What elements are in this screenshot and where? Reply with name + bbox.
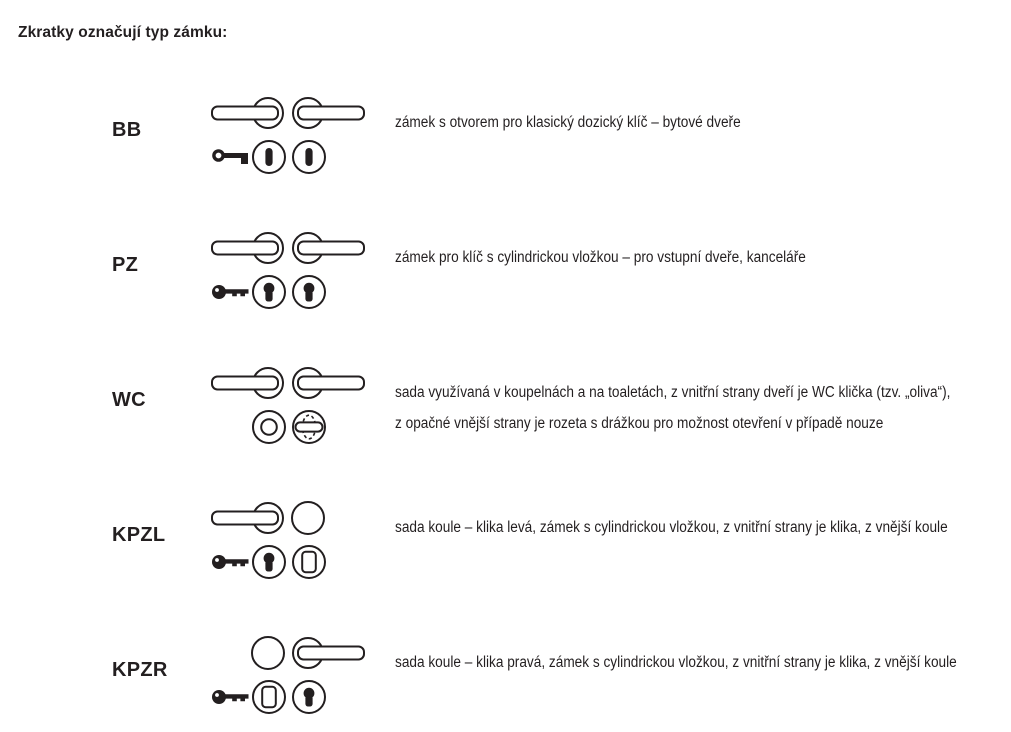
- lock-description: [395, 512, 948, 543]
- knob-icon: [292, 502, 324, 534]
- description-line: z opačné vnější strany je rozeta s drážkou pro možnost otevření v případě nouze: [395, 415, 884, 432]
- lock-code-label: PZ: [112, 254, 139, 276]
- lever-handle-left-icon: [212, 503, 283, 533]
- lock-type-row: [0, 231, 1011, 331]
- description-line: sada koule – klika pravá, zámek s cylindrickou vložkou, z vnitřní strany je klika, z vnější koule: [395, 654, 957, 671]
- lock-type-row: [0, 96, 1011, 196]
- description-line: sada koule – klika levá, zámek s cylindrickou vložkou, z vnitřní strany je klika, z vnější koule: [395, 519, 948, 536]
- description-line: zámek pro klíč s cylindrickou vložkou – pro vstupní dveře, kanceláře: [395, 249, 806, 266]
- lock-description: [395, 107, 741, 138]
- lock-icon-set: [198, 366, 383, 458]
- key-cylinder-icon: [212, 555, 249, 569]
- lock-icon-set: [198, 231, 383, 323]
- lever-handle-left-icon: [212, 368, 283, 398]
- lock-description: [395, 377, 950, 439]
- knob-icon: [252, 637, 284, 669]
- escutcheon-pz-keyhole-icon: [293, 681, 325, 713]
- lock-code-label: WC: [112, 389, 146, 411]
- key-classic-icon: [214, 151, 248, 164]
- lever-handle-right-icon: [293, 368, 364, 398]
- lock-type-row: [0, 636, 1011, 732]
- escutcheon-pz-keyhole-icon: [293, 276, 325, 308]
- escutcheon-bb-keyhole-icon: [293, 141, 325, 173]
- description-line: zámek s otvorem pro klasický dozický klíč – bytové dveře: [395, 114, 741, 131]
- lever-handle-left-icon: [212, 233, 283, 263]
- key-cylinder-icon: [212, 285, 249, 299]
- lock-type-row: [0, 366, 1011, 466]
- lock-description: [395, 647, 957, 678]
- wc-thumbturn-icon: [293, 411, 325, 443]
- icon-canvas: [198, 366, 383, 458]
- lock-icon-set: [198, 501, 383, 593]
- lever-handle-right-icon: [293, 233, 364, 263]
- lock-code-label: KPZL: [112, 524, 166, 546]
- escutcheon-blind-icon: [253, 681, 285, 713]
- lock-code-label: KPZR: [112, 659, 168, 681]
- escutcheon-pz-keyhole-icon: [253, 546, 285, 578]
- escutcheon-blind-icon: [293, 546, 325, 578]
- lock-code-label: BB: [112, 119, 142, 141]
- lever-handle-left-icon: [212, 98, 283, 128]
- key-cylinder-icon: [212, 690, 249, 704]
- lock-description: [395, 242, 806, 273]
- lever-handle-right-icon: [293, 98, 364, 128]
- page-title: Zkratky označují typ zámku:: [18, 24, 228, 41]
- escutcheon-pz-keyhole-icon: [253, 276, 285, 308]
- escutcheon-bb-keyhole-icon: [253, 141, 285, 173]
- icon-canvas: [198, 636, 383, 728]
- icon-canvas: [198, 231, 383, 323]
- lock-icon-set: [198, 636, 383, 728]
- icon-canvas: [198, 501, 383, 593]
- lock-icon-set: [198, 96, 383, 188]
- icon-canvas: [198, 96, 383, 188]
- lock-type-row: [0, 501, 1011, 601]
- lever-handle-right-icon: [293, 638, 364, 668]
- rosette-groove-icon: [253, 411, 285, 443]
- description-line: sada využívaná v koupelnách a na toaletách, z vnitřní strany dveří je WC klička (tzv. „oliva“),: [395, 384, 951, 401]
